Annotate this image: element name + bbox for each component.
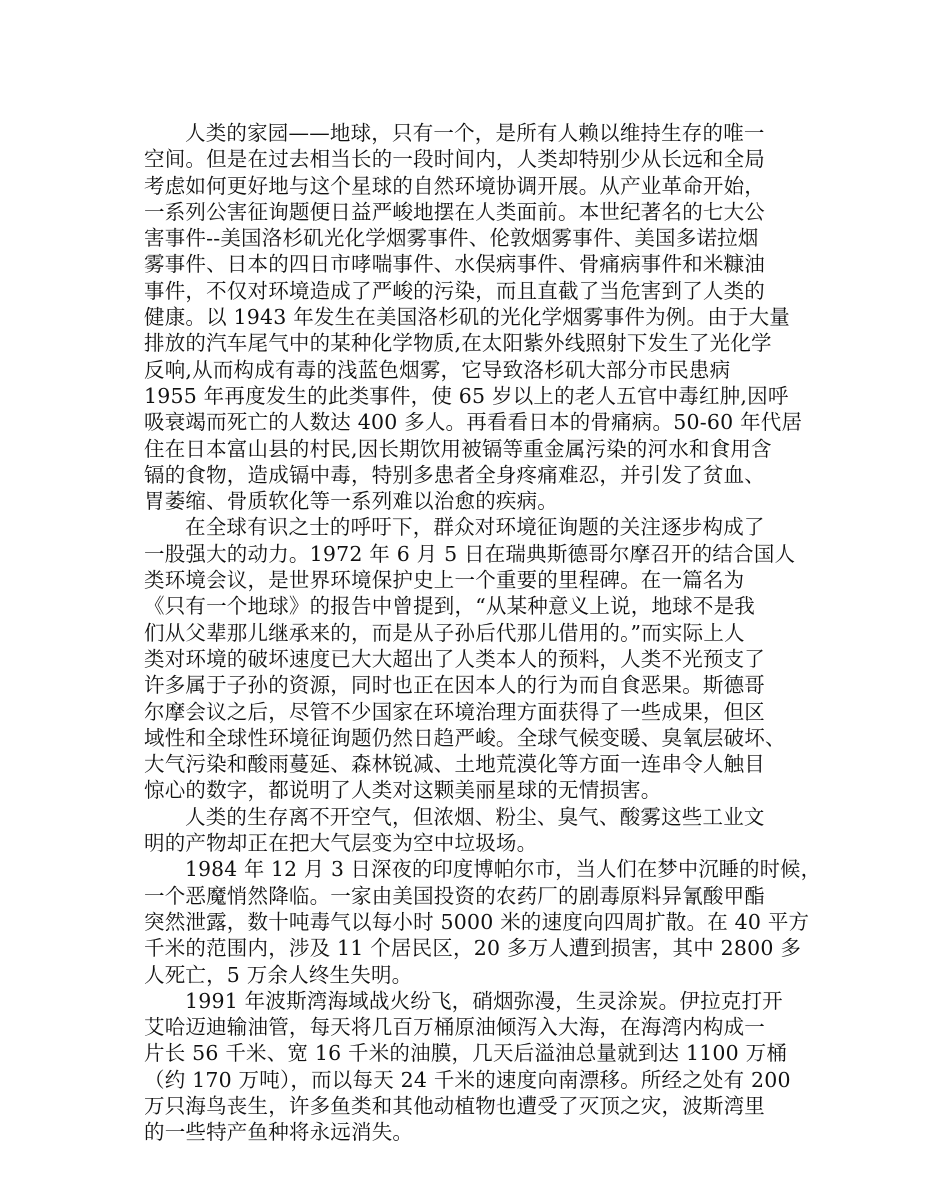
- text-line: 排放的汽车尾气中的某种化学物质,在太阳紫外线照射下发生了光化学: [144, 331, 772, 356]
- text-line: 镉的食物，造成镉中毒，特别多患者全身疼痛难忍，并引发了贫血、: [144, 462, 765, 487]
- text-line: 雾事件、日本的四日市哮喘事件、水俣病事件、骨痛病事件和米糠油: [144, 252, 765, 277]
- body-text: [144, 120, 822, 1146]
- text-line: 尔摩会议之后，尽管不少国家在环境治理方面获得了一些成果，但区: [144, 699, 765, 724]
- text-line: 住在日本富山县的村民,因长期饮用被镉等重金属污染的河水和食用含: [144, 436, 772, 461]
- text-line: 万只海鸟丧生，许多鱼类和其他动植物也遭受了灭顶之灾，波斯湾里: [144, 1093, 765, 1118]
- text-line: 健康。以 1943 年发生在美国洛杉矶的光化学烟雾事件为例。由于大量: [144, 305, 791, 330]
- text-line: 一股强大的动力。1972 年 6 月 5 日在瑞典斯德哥尔摩召开的结合国人: [144, 541, 796, 566]
- paragraph-first-line: 1991 年波斯湾海域战火纷飞，硝烟弥漫，生灵涂炭。伊拉克打开: [185, 988, 783, 1013]
- text-line: 事件，不仅对环境造成了严峻的污染，而且直截了当危害到了人类的: [144, 278, 765, 303]
- paragraph-first-line: 人类的生存离不开空气，但浓烟、粉尘、臭气、酸雾这些工业文: [185, 804, 765, 829]
- paragraph-first-line: 人类的家园——地球，只有一个，是所有人赖以维持生存的唯一: [185, 121, 765, 145]
- text-line: 考虑如何更好地与这个星球的自然环境协调开展。从产业革命开始，: [144, 173, 765, 198]
- text-line: 大气污染和酸雨蔓延、森林锐减、土地荒漠化等方面一连串令人触目: [144, 752, 765, 777]
- text-line: 的一些特产鱼种将永远消失。: [144, 1120, 414, 1145]
- text-line: 1955 年再度发生的此类事件，使 65 岁以上的老人五官中毒红肿,因呼: [144, 383, 789, 408]
- text-line: （约 170 万吨），而以每天 24 千米的速度向南漂移。所经之处有 200: [144, 1067, 791, 1092]
- text-line: 空间。但是在过去相当长的一段时间内，人类却特别少从长远和全局: [144, 147, 765, 172]
- text-line: 一个恶魔悄然降临。一家由美国投资的农药厂的剧毒原料异氰酸甲酯: [144, 883, 765, 908]
- text-line: 《只有一个地球》的报告中曾提到，“从某种意义上说，地球不是我: [144, 594, 755, 619]
- text-line: 千米的范围内，涉及 11 个居民区，20 多万人遭到损害，其中 2800 多: [144, 936, 802, 961]
- text-line: 许多属于子孙的资源，同时也正在因本人的行为而自食恶果。斯德哥: [144, 673, 765, 698]
- text-line: 域性和全球性环境征询题仍然日趋严峻。全球气候变暖、臭氧层破坏、: [144, 725, 786, 750]
- text-line: 一系列公害征询题便日益严峻地摆在人类面前。本世纪著名的七大公: [144, 199, 765, 224]
- text-line: 明的产物却正在把大气层变为空中垃圾场。: [144, 831, 538, 856]
- text-line: 胃萎缩、骨质软化等一系列难以治愈的疾病。: [144, 489, 558, 514]
- text-line: 类对环境的破坏速度已大大超出了人类本人的预料，人类不光预支了: [144, 646, 765, 671]
- text-line: 吸衰竭而死亡的人数达 400 多人。再看看日本的骨痛病。50-60 年代居: [144, 410, 803, 435]
- text-line: 害事件--美国洛杉矶光化学烟雾事件、伦敦烟雾事件、美国多诺拉烟: [144, 226, 759, 251]
- paragraph-first-line: 1984 年 12 月 3 日深夜的印度博帕尔市，当人们在梦中沉睡的时候，: [185, 857, 822, 882]
- text-line: 艾哈迈迪输油管，每天将几百万桶原油倾泻入大海，在海湾内构成一: [144, 1015, 765, 1040]
- text-line: 突然泄露，数十吨毒气以每小时 5000 米的速度向四周扩散。在 40 平方: [144, 909, 810, 934]
- text-line: 反响,从而构成有毒的浅蓝色烟雾，它导致洛杉矶大部分市民患病: [144, 357, 731, 382]
- text-line: 人死亡，5 万余人终生失明。: [144, 962, 413, 987]
- text-line: 们从父辈那儿继承来的，而是从子孙后代那儿借用的。”而实际上人: [144, 620, 745, 645]
- text-line: 类环境会议，是世界环境保护史上一个重要的里程碑。在一篇名为: [144, 568, 745, 593]
- text-line: 惊心的数字，都说明了人类对这颗美丽星球的无情损害。: [144, 778, 662, 803]
- paragraph-first-line: 在全球有识之士的呼吁下，群众对环境征询题的关注逐步构成了: [185, 515, 765, 540]
- text-line: 片长 56 千米、宽 16 千米的油膜，几天后溢油总量就到达 1100 万桶: [144, 1041, 788, 1066]
